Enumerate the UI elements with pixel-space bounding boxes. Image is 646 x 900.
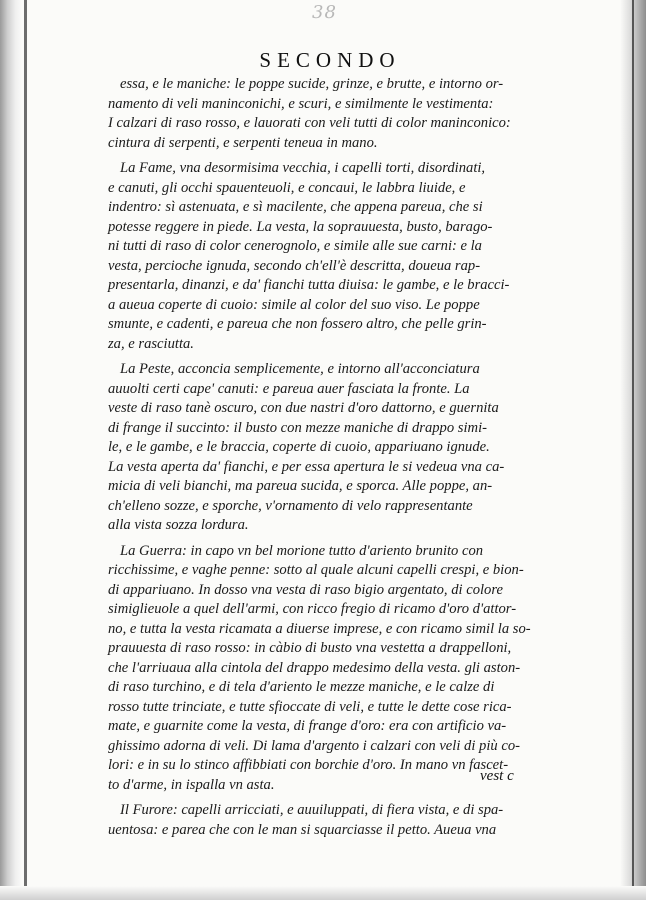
text-line: ghissimo adorna di veli. Di lama d'argento i calzari con veli di più co- [108,737,520,754]
text-line: to d'arme, in ispalla vn asta. [108,776,275,793]
page-edge-line [632,0,634,900]
text-line: no, e tutta la vesta ricamata a diuerse imprese, e con ricamo simil la so- [108,620,531,637]
text-line: veste di raso tanè oscuro, con due nastri d'oro dattorno, e guernita [108,400,499,416]
text-line: indentro: sì astenuata, e sì macilente, che appena pareua, che si [108,199,483,215]
paragraph [108,542,558,796]
body-text [108,75,558,840]
text-line: presentarla, dinanzi, e da' fianchi tutta diuisa: le gambe, e le bracci- [108,277,510,293]
page-bottom-shadow [0,886,646,900]
text-line: lori: e in su lo stinco affibbiati con borchie d'oro. In mano vn fascet- [108,757,509,773]
text-line: vesta, percioche ignuda, secondo ch'ell'è descritta, doueua rap- [108,257,481,274]
catchword: vest c [480,768,514,784]
paragraph [108,75,558,153]
faint-page-number-stamp: 38 [312,2,337,23]
text-line: za, e rasciutta. [108,335,194,352]
text-line: smunte, e cadenti, e pareua che non fossero altro, che pelle grin- [108,316,487,332]
text-line: ricchissime, e vaghe penne: sotto al quale alcuni capelli crespi, e bion- [108,562,524,578]
text-line: La Fame, vna desormisima vecchia, i capelli torti, disordinati, [120,160,486,176]
text-line: mate, e guarnite come la vesta, di frange d'oro: era con artificio va- [108,718,507,734]
text-line: La Guerra: in capo vn bel morione tutto d'ariento brunito con [120,542,484,559]
text-line: ni tutti di raso di color cenerognolo, e simile alle sue carni: e la [108,238,482,254]
text-line: La vesta aperta da' fianchi, e per essa apertura le si vedeua vna ca- [108,458,505,475]
text-line: essa, e le maniche: le poppe sucide, grinze, e brutte, e intorno or- [120,76,504,92]
text-line: di raso turchino, e di tela d'ariento le mezze maniche, e le calze di [108,679,495,695]
text-line: di appariuano. In dosso vna vesta di raso bigio argentato, di colore [108,581,503,598]
paragraph [108,801,558,840]
text-line: I calzari di raso rosso, e lauorati con veli tutti di color maninconico: [108,115,511,131]
text-line: cintura di serpenti, e serpenti teneua in mano. [108,134,378,151]
text-line: alla vista sozza lordura. [108,517,249,533]
text-line: prauuesta di raso rosso: in càbio di busto vna vestetta a drappelloni, [108,640,512,656]
text-line: uentosa: e parea che con le man si squarciasse il petto. Aueua vna [108,821,497,838]
paragraph [108,360,558,536]
text-line: ch'elleno sozze, e sporche, v'ornamento di velo rappresentante [108,497,473,514]
text-line: e canuti, gli occhi spauenteuoli, e concaui, le labbra liuide, e [108,179,466,196]
text-line: di frange il succinto: il busto con mezze maniche di drappo simi- [108,419,487,436]
text-line: che l'arriuaua alla cintola del drappo medesimo della vesta. gli aston- [108,659,521,676]
text-line: le, e le gambe, e le braccia, coperte di cuoio, appariuano ignude. [108,439,490,455]
running-header: SECONDO [259,48,401,72]
page-left-shadow [0,0,22,900]
text-line: a aueua coperte di cuoio: simile al color del suo viso. Le poppe [108,296,480,313]
page-gutter-line [24,0,27,900]
text-line: simiglieuole a quel dell'armi, con ricco fregio di ricamo d'oro d'attor- [108,601,517,617]
text-line: La Peste, acconcia semplicemente, e intorno all'acconciatura [120,361,480,377]
text-line: namento di veli maninconichi, e scuri, e similmente le vestimenta: [108,95,494,112]
text-line: micia di veli bianchi, ma pareua sucida, e sporca. Alle poppe, an- [108,478,493,494]
text-line: rosso tutte trinciate, e tutte sfioccate di veli, e tutte le dette cose rica- [108,698,512,715]
text-line: potesse reggere in piede. La vesta, la soprauuesta, busto, barago- [108,218,493,235]
text-line: Il Furore: capelli arricciati, e auuiluppati, di fiera vista, e di spa- [120,802,504,818]
paragraph [108,159,558,354]
text-line: auuolti certi cape' canuti: e pareua auer fasciata la fronte. La [108,380,470,397]
